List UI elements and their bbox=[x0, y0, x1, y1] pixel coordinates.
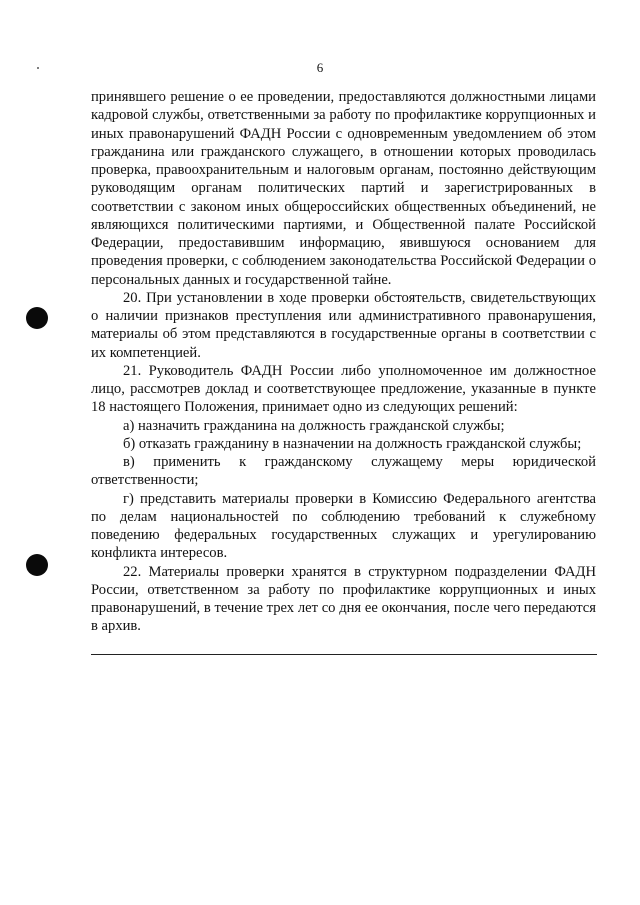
punch-hole-top bbox=[26, 307, 48, 329]
paragraph-item-20: 20. При установлении в ходе проверки обстоятельств, свидетельствующих о наличии признаков преступления или административного правонарушения, материалы об этом представляются в государственные органы в соответствии с их компетенцией. bbox=[91, 289, 596, 361]
document-body bbox=[91, 88, 596, 636]
paragraph-item-21: 21. Руководитель ФАДН России либо уполномоченное им должностное лицо, рассмотрев доклад и соответствующее предложение, указанные в пункте 18 настоящего Положения, принимает одно из следующих решений: bbox=[91, 362, 596, 416]
punch-hole-bottom bbox=[26, 554, 48, 576]
end-of-document-rule bbox=[91, 654, 597, 655]
scan-speck bbox=[37, 67, 39, 69]
paragraph-continuation: принявшего решение о ее проведении, предоставляются должностными лицами кадровой службы, ответственными за работу по профилактике коррупционных и иных правонарушений ФАДН России с одновременным уведомлением об этом гражданина или гражданского служащего, в отношении которых проводилась проверка, правоохранительным и налоговым органам, постоянно действующим руководящим органам политических партий и зарегистрированных в соответствии с законом иных общероссийских общественных объединений, не являющихся политическими партиями, и Общественной палате Российской Федерации, предоставившим информацию, явившуюся основанием для проведения проверки, с соблюдением законодательства Российской Федерации о персональных данных и государственной тайне. bbox=[91, 89, 596, 288]
page-number: 6 bbox=[316, 60, 324, 75]
paragraph-subitem-a: а) назначить гражданина на должность гражданской службы; bbox=[123, 417, 505, 434]
paragraph-subitem-g: г) представить материалы проверки в Комиссию Федерального агентства по делам национальностей по соблюдению требований к служебному поведению федеральных государственных служащих и урегулированию конфликта интересов. bbox=[91, 490, 596, 562]
paragraph-subitem-b: б) отказать гражданину в назначении на должность гражданской службы; bbox=[123, 435, 582, 452]
paragraph-item-22: 22. Материалы проверки хранятся в структурном подразделении ФАДН России, ответственном за работу по профилактике коррупционных и иных правонарушений, в течение трех лет со дня ее окончания, после чего передаются в архив. bbox=[91, 563, 596, 635]
paragraph-subitem-v: в) применить к гражданскому служащему меры юридической ответственности; bbox=[91, 454, 596, 489]
